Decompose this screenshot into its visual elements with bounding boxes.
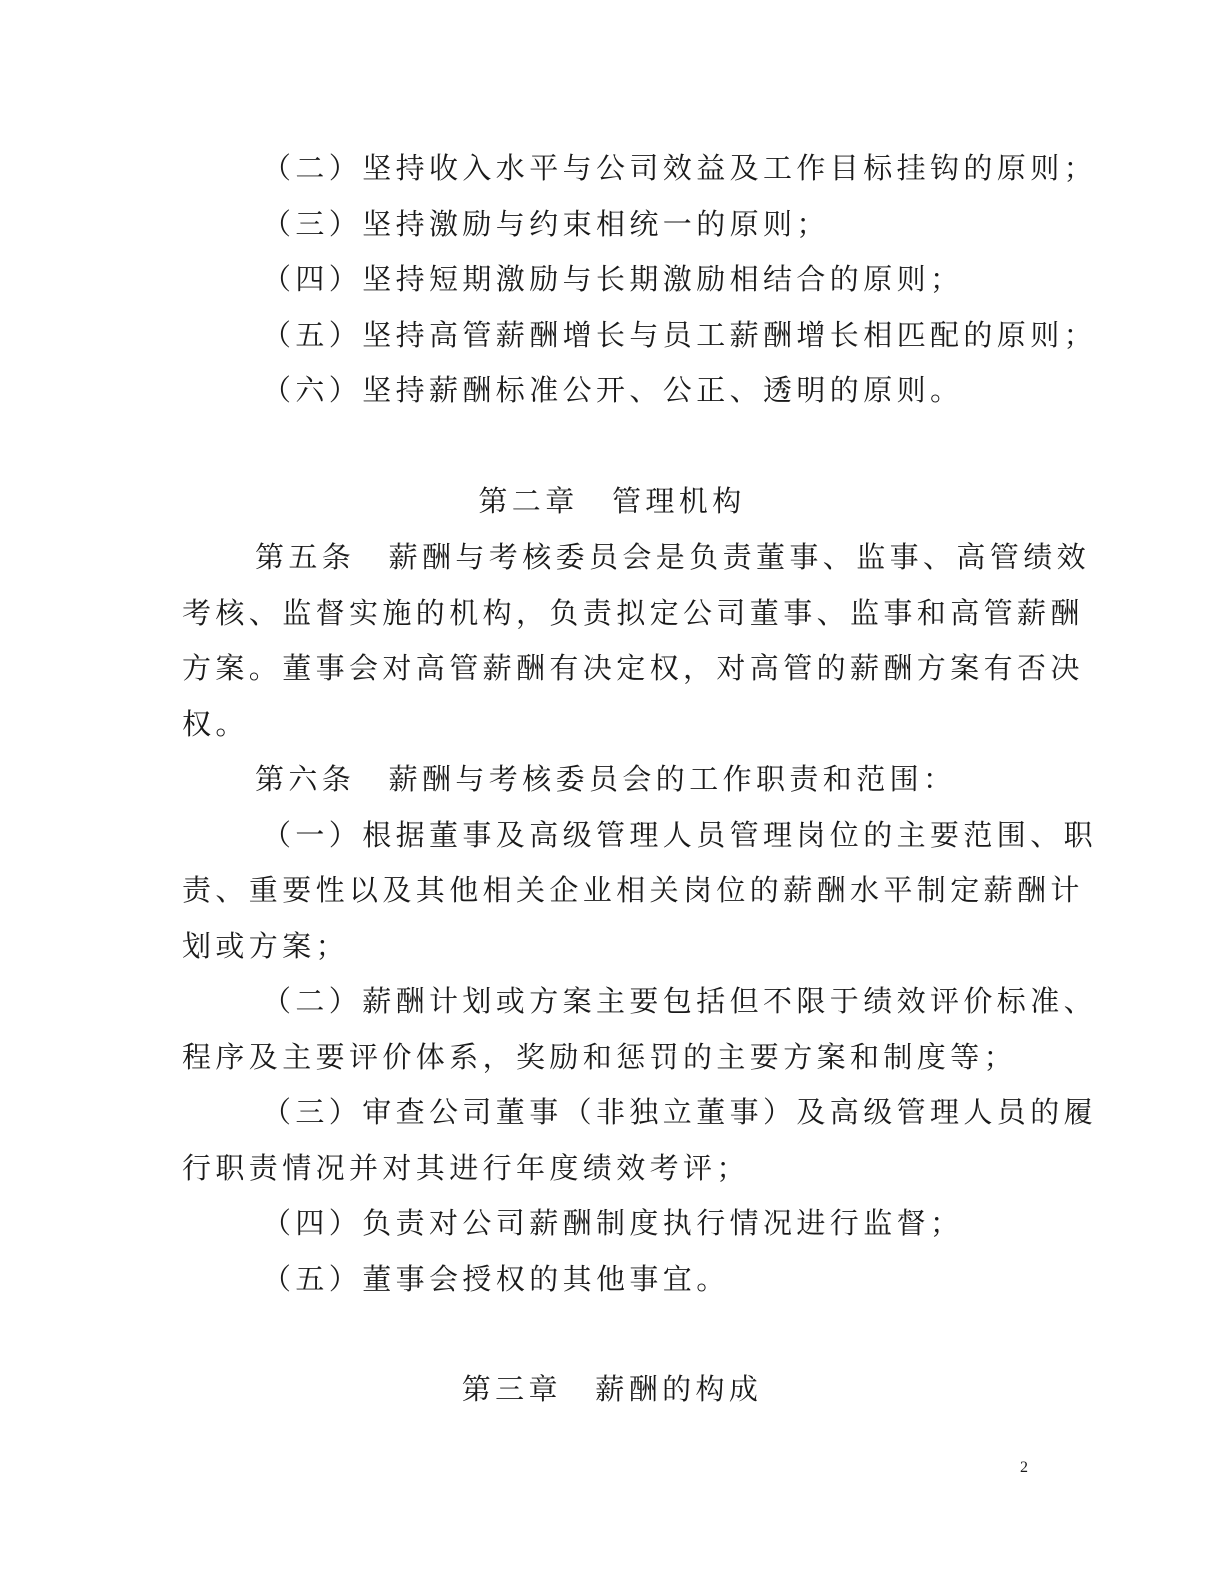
article-5-line-2: 考核、监督实施的机构，负责拟定公司董事、监事和高管薪酬	[182, 596, 1084, 630]
article-6-item-5: （五）董事会授权的其他事宜。	[262, 1262, 730, 1296]
page-number: 2	[1020, 1459, 1028, 1476]
article-6-item-3-line-2: 行职责情况并对其进行年度绩效考评；	[182, 1151, 750, 1185]
article-6-item-2-line-1: （二）薪酬计划或方案主要包括但不限于绩效评价标准、	[262, 984, 1098, 1018]
chapter-2-heading: 第二章 管理机构	[478, 484, 746, 518]
article-6-item-2-line-2: 程序及主要评价体系，奖励和惩罚的主要方案和制度等；	[182, 1040, 1018, 1074]
article-5-line-1: 第五条 薪酬与考核委员会是负责董事、监事、高管绩效	[255, 540, 1091, 574]
principle-5: （五）坚持高管薪酬增长与员工薪酬增长相匹配的原则；	[262, 318, 1098, 352]
article-6-item-1-line-1: （一）根据董事及高级管理人员管理岗位的主要范围、职	[262, 818, 1098, 852]
principle-4: （四）坚持短期激励与长期激励相结合的原则；	[262, 262, 964, 296]
principle-2: （二）坚持收入水平与公司效益及工作目标挂钩的原则；	[262, 151, 1098, 185]
article-6-item-3-line-1: （三）审查公司董事（非独立董事）及高级管理人员的履	[262, 1095, 1098, 1129]
article-6-item-1-line-3: 划或方案；	[182, 929, 350, 963]
article-5-line-4: 权。	[182, 707, 249, 741]
article-6-item-4: （四）负责对公司薪酬制度执行情况进行监督；	[262, 1206, 964, 1240]
principle-3: （三）坚持激励与约束相统一的原则；	[262, 207, 830, 241]
article-5-line-3: 方案。董事会对高管薪酬有决定权，对高管的薪酬方案有否决	[182, 651, 1084, 685]
article-6-item-1-line-2: 责、重要性以及其他相关企业相关岗位的薪酬水平制定薪酬计	[182, 873, 1084, 907]
principle-6: （六）坚持薪酬标准公开、公正、透明的原则。	[262, 373, 964, 407]
article-6-intro: 第六条 薪酬与考核委员会的工作职责和范围：	[255, 762, 957, 796]
chapter-3-heading: 第三章 薪酬的构成	[461, 1372, 763, 1406]
